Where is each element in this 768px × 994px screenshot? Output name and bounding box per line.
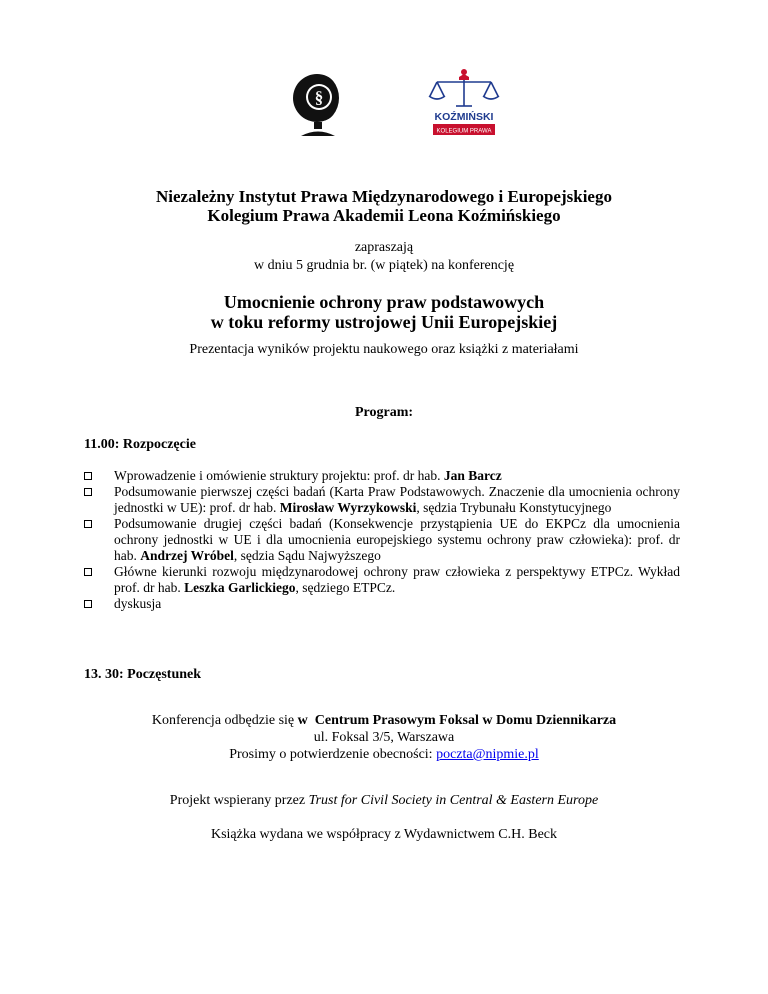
- invite-line-2: w dniu 5 grudnia br. (w piątek) na konferencję: [253, 258, 515, 273]
- program-lunch: 13. 30: Poczęstunek: [84, 667, 202, 682]
- program-item: Wprowadzenie i omówienie struktury projektu: prof. dr hab. Jan Barcz: [84, 468, 680, 484]
- email-link[interactable]: poczta@nipmie.pl: [436, 747, 539, 762]
- conference-subtitle: Prezentacja wyników projektu naukowego oraz książki z materiałami: [189, 342, 579, 357]
- organizer-line-2: Kolegium Prawa Akademii Leona Koźmińskiego: [207, 206, 561, 225]
- organizer-line-1: Niezależny Instytut Prawa Międzynarodowego i Europejskiego: [156, 187, 612, 206]
- invite-line-1: zapraszają: [354, 240, 414, 255]
- paragraph-symbol: §: [314, 88, 324, 107]
- checkbox-bullet-icon: [84, 600, 92, 608]
- venue-address: ul. Foksal 3/5, Warszawa: [313, 730, 455, 745]
- logo-title: KOŹMIŃSKI: [434, 111, 494, 123]
- venue-place: Centrum Prasowym Foksal w Domu Dziennikarza: [314, 713, 617, 728]
- support-line: Projekt wspierany przez Trust for Civil Society in Central & Eastern Europe: [169, 793, 599, 808]
- kozminski-logo: [425, 66, 503, 138]
- program-heading: Program:: [354, 405, 414, 420]
- program-item: Podsumowanie drugiej części badań (Konsekwencje przystąpienia UE do EKPCz dla umocnienia ochrony jednostki w UE i dla umocnienia europejskiego systemu ochrony praw człowieka): prof. dr hab. Andrzej Wróbel, sędzia Sądu Najwyższego: [84, 516, 680, 564]
- program-item: Podsumowanie pierwszej części badań (Karta Praw Podstawowych. Znaczenie dla umocnienia ochrony jednostki w UE): prof. dr hab. Mirosław Wyrzykowski, sędzia Trybunału Konstytucyjnego: [84, 484, 680, 516]
- program-list: [84, 468, 680, 612]
- checkbox-bullet-icon: [84, 520, 92, 528]
- program-start: 11.00: Rozpoczęcie: [84, 437, 196, 452]
- checkbox-bullet-icon: [84, 488, 92, 496]
- checkbox-bullet-icon: [84, 568, 92, 576]
- conference-title-1: Umocnienie ochrony praw podstawowych: [223, 292, 545, 312]
- rsvp-line: Prosimy o potwierdzenie obecności: poczta@nipmie.pl: [229, 747, 539, 762]
- institute-logo: [289, 70, 349, 138]
- program-item: Główne kierunki rozwoju międzynarodowej ochrony praw człowieka z perspektywy ETPCz. Wykład prof. dr hab. Leszka Garlickiego, sędziego ETPCz.: [84, 564, 680, 596]
- publisher-line: Książka wydana we współpracy z Wydawnictwem C.H. Beck: [210, 827, 558, 842]
- program-item: dyskusja: [84, 596, 680, 612]
- conference-title-2: w toku reformy ustrojowej Unii Europejskiej: [210, 312, 558, 332]
- logo-subtitle: KOLEGIUM PRAWA: [436, 128, 492, 135]
- venue-line: Konferencja odbędzie się w Centrum Prasowym Foksal w Domu Dziennikarza: [151, 713, 617, 728]
- checkbox-bullet-icon: [84, 472, 92, 480]
